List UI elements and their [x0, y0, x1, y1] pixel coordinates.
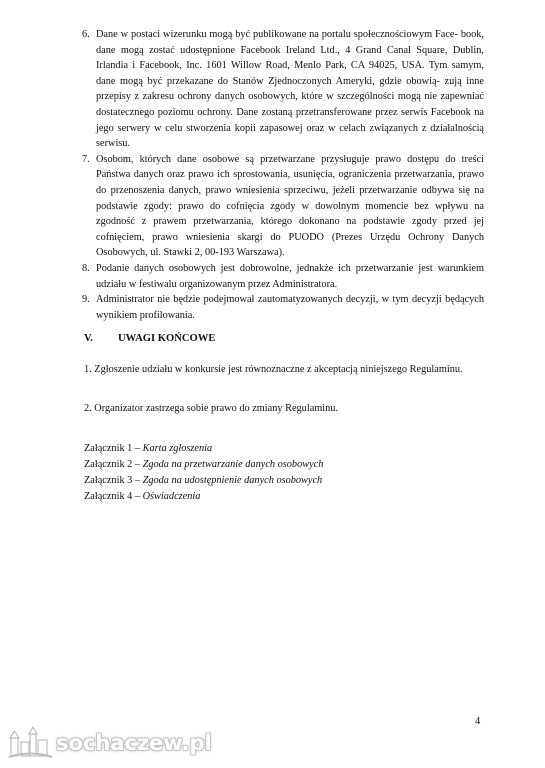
watermark [8, 726, 228, 760]
text-line: Osobom, których dane osobowe są przetwarzane przysługuje prawo dostępu do treści [96, 153, 484, 165]
attachment-title: Oświadczenia [142, 491, 201, 502]
list-item-text [96, 292, 484, 323]
text-line: Państwa danych oraz prawo ich sprostowania, usunięcia, ograniczenia przetwarzania, [96, 169, 455, 181]
text-line: Administrator nie będzie podejmował zautomatyzowanych decyzji, w tym decyzji [96, 294, 442, 306]
watermark-text: sochaczew.pl [56, 731, 212, 755]
list-item [84, 261, 484, 292]
section-number: V. [84, 333, 93, 344]
attachment-prefix: Załącznik 2 – [84, 459, 143, 470]
section-heading [84, 333, 215, 344]
text-line: wpływu na zgodność z prawem przetwarzania, którego dokonano na podstawie zgody [96, 200, 485, 228]
page-number: 4 [475, 716, 481, 727]
list-item [84, 292, 484, 323]
text-line: samym, dane mogą być przekazane do Stanów Zjednoczonych Ameryki, gdzie obowią- [96, 60, 484, 87]
text-line: Podanie danych osobowych jest dobrowolne, jednakże ich przetwarzanie jest [96, 262, 433, 274]
list-item [84, 152, 484, 261]
text-line: warunkiem udziału w festiwalu organizowanym przez Administratora. [96, 262, 485, 290]
text-line: Dublin, Irlandia i Facebook, Inc. 1601 Willow Road, Menlo Park, CA 94025, USA. Tym [96, 44, 484, 72]
closing-paragraph [84, 401, 484, 417]
text-line: będących wynikiem profilowania. [96, 294, 485, 321]
attachment-title: Zgoda na udostępnienie danych osobowych [142, 475, 323, 486]
text-line: związanych z działalnością serwisu. [96, 122, 484, 150]
attachment-title: Zgoda na przetwarzanie danych osobowych [142, 459, 324, 470]
text-line: 1. Zgłoszenie udziału w konkursie jest równoznaczne z akceptacją niniejszego [84, 364, 408, 375]
list-item [84, 27, 484, 152]
list-item-number: 6. [82, 29, 90, 40]
list-item-number: 8. [82, 262, 90, 274]
text-line: nie zapewniać dostatecznego poziomu ochrony. Dane zostaną przetransferowane przez [96, 91, 485, 118]
attachment-line [84, 441, 212, 457]
list-item-number: 7. [82, 153, 90, 165]
attachment-line [84, 473, 322, 489]
attachment-prefix: Załącznik 1 – [84, 443, 143, 454]
text-line: odbywa się na podstawie zgody: prawo do cofnięcia zgody w dowolnym momencie bez [96, 184, 485, 212]
section-title: UWAGI KOŃCOWE [118, 333, 216, 344]
text-line: 2. Organizator zastrzega sobie prawo do zmiany Regulaminu. [84, 403, 339, 414]
text-line: Regulaminu. [409, 364, 463, 375]
attachment-line [84, 457, 323, 473]
text-line: serwis Facebook na jego serwery w celu stworzenia kopii zapasowej oraz w celach [96, 106, 484, 134]
attachment-prefix: Załącznik 3 – [84, 475, 143, 486]
text-line: przed jej cofnięciem, prawo wniesienia skargi do PUODO (Prezes Urzędu Ochrony [96, 216, 484, 243]
text-line: Dane w postaci wizerunku mogą być publikowane na portalu społecznościowym Face- [96, 29, 458, 40]
numbered-list [84, 27, 484, 323]
list-item-text [96, 152, 484, 261]
list-item-number: 9. [82, 294, 90, 306]
text-line: prawo do przenoszenia danych, prawo wniesienia sprzeciwu, jeżeli przetwarzanie [96, 169, 484, 196]
attachment-title: Karta zgłoszenia [142, 443, 213, 454]
text-line: zują inne przepisy z zakresu ochrony danych osobowych, które w szczególności mogą [96, 75, 485, 103]
list-item-text [96, 261, 484, 292]
closing-paragraph [84, 362, 484, 378]
list-item-text [96, 27, 484, 152]
text-line: Danych Osobowych, ul. Stawki 2, 00-193 Warszawa). [96, 231, 484, 259]
text-line: book, dane mogą zostać udostępnione Facebook Ireland Ltd., 4 Grand Canal Square, [96, 29, 484, 56]
city-skyline-logo-icon [8, 726, 54, 760]
attachment-line [84, 489, 200, 505]
attachment-prefix: Załącznik 4 – [84, 491, 143, 502]
